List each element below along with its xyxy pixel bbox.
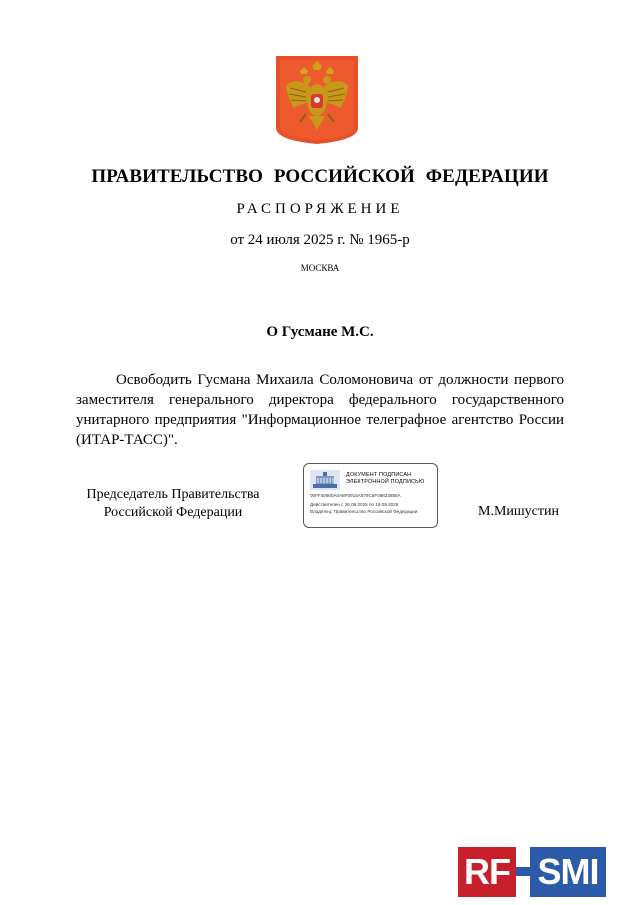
- issue-city: МОСКВА: [300, 263, 340, 273]
- russian-coat-of-arms-icon: [276, 56, 358, 144]
- signer-title-line2: Российской Федерации: [103, 505, 243, 520]
- document-body: [76, 370, 564, 450]
- body-paragraph: Освободить Гусмана Михаила Соломоновича от должности первого заместителя генерального директора федерального государственного унитарного предприятия "Информационное телеграфное агентство России (ИТАР-ТАСС)".: [76, 372, 564, 448]
- stamp-validity: Действителен с 26.06.2025 по 19.09.2026: [310, 502, 399, 507]
- stamp-owner: Владелец: Правительство Российской Федерации: [310, 509, 418, 514]
- document-date-number: от 24 июля 2025 г. № 1965-р: [230, 232, 410, 248]
- stamp-header-line2: ЭЛЕКТРОННОЙ ПОДПИСЬЮ: [346, 479, 425, 485]
- watermark-dash: [516, 867, 530, 876]
- rf-smi-watermark-logo: [458, 847, 606, 897]
- watermark-right: SMI: [530, 847, 606, 897]
- stamp-certificate: 00FF40900A0A8F0915A579C5F09823885A: [310, 493, 401, 498]
- watermark-left: RF: [458, 847, 516, 897]
- signer-title-line1: Председатель Правительства: [86, 487, 260, 502]
- signer-title: [76, 486, 270, 522]
- signer-name: М.Мишустин: [478, 504, 559, 519]
- document-type: РАСПОРЯЖЕНИЕ: [236, 201, 404, 217]
- electronic-signature-stamp: [303, 463, 438, 528]
- government-title: ПРАВИТЕЛЬСТВО РОССИЙСКОЙ ФЕДЕРАЦИИ: [91, 166, 549, 187]
- government-building-icon: [310, 470, 340, 490]
- document-subject: О Гусмане М.С.: [266, 324, 374, 340]
- stamp-header-line1: ДОКУМЕНТ ПОДПИСАН: [346, 472, 412, 478]
